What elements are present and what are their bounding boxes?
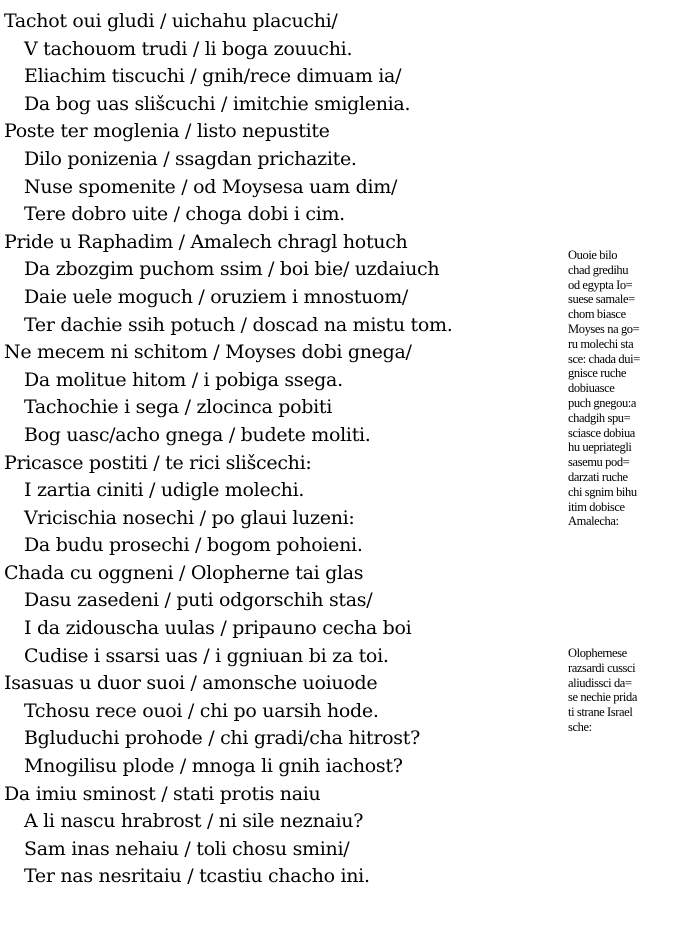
poem-line: I zartia ciniti / udigle molechi. [24,479,305,502]
gloss-line: sche: [568,719,592,734]
gloss-line: ru molechi sta [568,336,634,351]
poem-line: Poste ter moglenia / listo nepustite [4,120,330,143]
gloss-line: sasemu pod= [568,455,630,470]
poem-line: Isasuas u duor suoi / amonsche uoiuode [4,672,378,695]
poem-line: Da zbozgim puchom ssim / boi bie/ uzdaiuch [24,258,440,281]
gloss-line: Olophernese [568,646,627,660]
gloss-line: hu uepriategli [568,440,632,455]
gloss-line: dobiuasce [568,381,615,396]
poem-line: Da imiu sminost / stati protis naiu [4,782,321,805]
gloss-line: gnisce ruche [568,366,627,381]
gloss-line: Amalecha: [568,514,619,529]
poem-line: Da bog uas slišcuchi / imitchie smiglenia. [24,92,411,115]
poem-line: Bog uasc/acho gnega / budete moliti. [24,423,371,446]
poem-line: Ne mecem ni schitom / Moyses dobi gnega/ [4,341,412,364]
poem-line: Tchosu rece ouoi / chi po uarsih hode. [24,699,379,722]
poem-line: Daie uele moguch / oruziem i mnostuom/ [24,285,409,308]
gloss-line: aliudissci da= [568,675,632,690]
gloss-line: chi sgnim bihu [568,484,637,499]
gloss-line: razsardi cussci [568,660,636,675]
gloss-line: puch gnegou:a [568,395,637,410]
poem-line: Pricasce postiti / te rici slišcechi: [4,451,312,474]
gloss-line: darzati ruche [568,469,628,484]
poem-line: Chada cu oggneni / Olopherne tai glas [4,561,364,584]
poem-line: Da molitue hitom / i pobiga ssega. [24,368,343,391]
poem-line: Dasu zasedeni / puti odgorschih stas/ [24,589,373,612]
poem-line: V tachouom trudi / li boga zouuchi. [24,37,353,60]
poem-line: Eliachim tiscuchi / gnih/rece dimuam ia/ [24,65,402,88]
gloss-line: sce: chada dui= [568,351,640,366]
gloss-line: od egypta Io= [568,277,633,292]
gloss-line: suese samale= [568,292,635,307]
poem-line: Tere dobro uite / choga dobi i cim. [24,203,345,226]
gloss-line: chadgih spu= [568,410,631,425]
poem-line: I da zidouscha uulas / pripauno cecha boi [24,617,412,640]
gloss-line: chom biasce [568,307,626,322]
gloss-line: se nechie prida [568,690,637,705]
margin-gloss-olophernes [568,646,678,735]
poem-line: Bgluduchi prohode / chi gradi/cha hitrost? [24,727,420,750]
poem-line: Sam inas nehaiu / toli chosu smini/ [24,837,350,860]
poem-line: Tachot oui gludi / uichahu placuchi/ [4,10,338,32]
gloss-line: chad gredihu [568,262,629,277]
gloss-line: ti strane Israel [568,705,633,720]
gloss-line: sciasce dobiua [568,425,635,440]
poem-line: Vricischia nosechi / po glaui luzeni: [24,506,355,529]
poem-line: Nuse spomenite / od Moysesa uam dim/ [24,175,398,198]
poem-line: A li nascu hrabrost / ni sile neznaiu? [24,810,364,833]
poem-line: Tachochie i sega / zlocinca pobiti [24,396,333,419]
margin-gloss-amalech [568,248,678,529]
poem-text [4,8,524,891]
poem-line: Da budu prosechi / bogom pohoieni. [24,534,363,557]
poem-line: Ter nas nesritaiu / tcastiu chacho ini. [24,865,370,888]
gloss-line: Ouoie bilo [568,248,618,262]
poem-line: Pride u Raphadim / Amalech chragl hotuch [4,230,408,253]
poem-line: Cudise i ssarsi uas / i ggniuan bi za toi. [24,644,389,667]
gloss-line: Moyses na go= [568,321,640,336]
poem-line: Ter dachie ssih potuch / doscad na mistu tom. [24,313,453,336]
poem-line: Dilo ponizenia / ssagdan prichazite. [24,147,357,170]
gloss-line: itim dobisce [568,499,625,514]
poem-line: Mnogilisu plode / mnoga li gnih iachost? [24,755,403,778]
